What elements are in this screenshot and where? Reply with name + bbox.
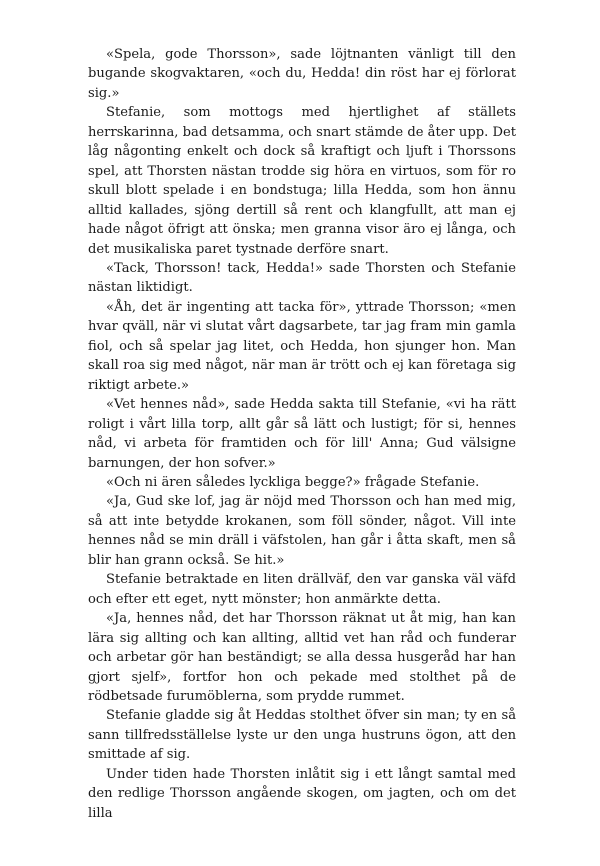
- paragraph-7: «Ja, Gud ske lof, jag är nöjd med Thorsson och han med mig, så att inte betydde krokanen, som föll sönder, något. Vill inte hennes nåd se min dräll i väfstolen, han går i åtta skaft, men så blir han grann också. Se hit.»: [88, 494, 516, 568]
- page-text: [88, 45, 516, 823]
- paragraph-2: Stefanie, som mottogs med hjertlighet af ställets herrskarinna, bad detsamma, och snart stämde de åter upp. Det låg någonting enkelt och dock så kraftigt och ljuft i Thorssons spel, att Thorsten nästan trodde sig höra en virtuos, som för ro skull blott spelade i en bondstuga; lilla Hedda, som hon ännu alltid kallades, sjöng dertill så rent och klangfullt, att man ej hade något öfrigt att önska; men granna visor äro ej långa, och det musikaliska paret tystnade derföre snart.: [88, 105, 516, 257]
- paragraph-6: «Och ni ären således lyckliga begge?» frågade Stefanie.: [106, 474, 480, 490]
- paragraph-4: «Åh, det är ingenting att tacka för», yttrade Thorsson; «men hvar qväll, när vi slutat vårt dagsarbete, tar jag fram min gamla fiol, och så spelar jag litet, och Hedda, hon sjunger hon. Man skall roa sig med något, när man är trött och ej kan företaga sig riktigt arbete.»: [88, 299, 516, 393]
- paragraph-3: «Tack, Thorsson! tack, Hedda!» sade Thorsten och Stefanie nästan liktidigt.: [88, 260, 516, 296]
- paragraph-5: «Vet hennes nåd», sade Hedda sakta till Stefanie, «vi ha rätt roligt i vårt lilla torp, allt går så lätt och lustigt; för si, hennes nåd, vi arbeta för framtiden och för lill' Anna; Gud välsigne barnungen, der hon sofver.»: [88, 397, 516, 471]
- paragraph-10: Stefanie gladde sig åt Heddas stolthet öfver sin man; ty en så sann tillfredsställelse lyste ur den unga hustruns ögon, att den smittade af sig.: [88, 708, 516, 763]
- paragraph-11: Under tiden hade Thorsten inlåtit sig i ett långt samtal med den redlige Thorsson angående skogen, om jagten, och om det lilla: [88, 766, 516, 821]
- paragraph-9: «Ja, hennes nåd, det har Thorsson räknat ut åt mig, han kan lära sig allting och kan allting, alltid vet han råd och funderar och arbetar gör han beständigt; se alla dessa husgeråd har han gjort sjelf», fortfor hon och pekade med stolthet på de rödbetsade furumöblerna, som prydde rummet.: [88, 611, 516, 704]
- paragraph-8: Stefanie betraktade en liten drällväf, den var ganska väl väfd och efter ett eget, nytt mönster; hon anmärkte detta.: [88, 572, 516, 607]
- paragraph-1: «Spela, gode Thorsson», sade löjtnanten vänligt till den bugande skogvaktaren, «och du, Hedda! din röst har ej förlorat sig.»: [88, 47, 516, 101]
